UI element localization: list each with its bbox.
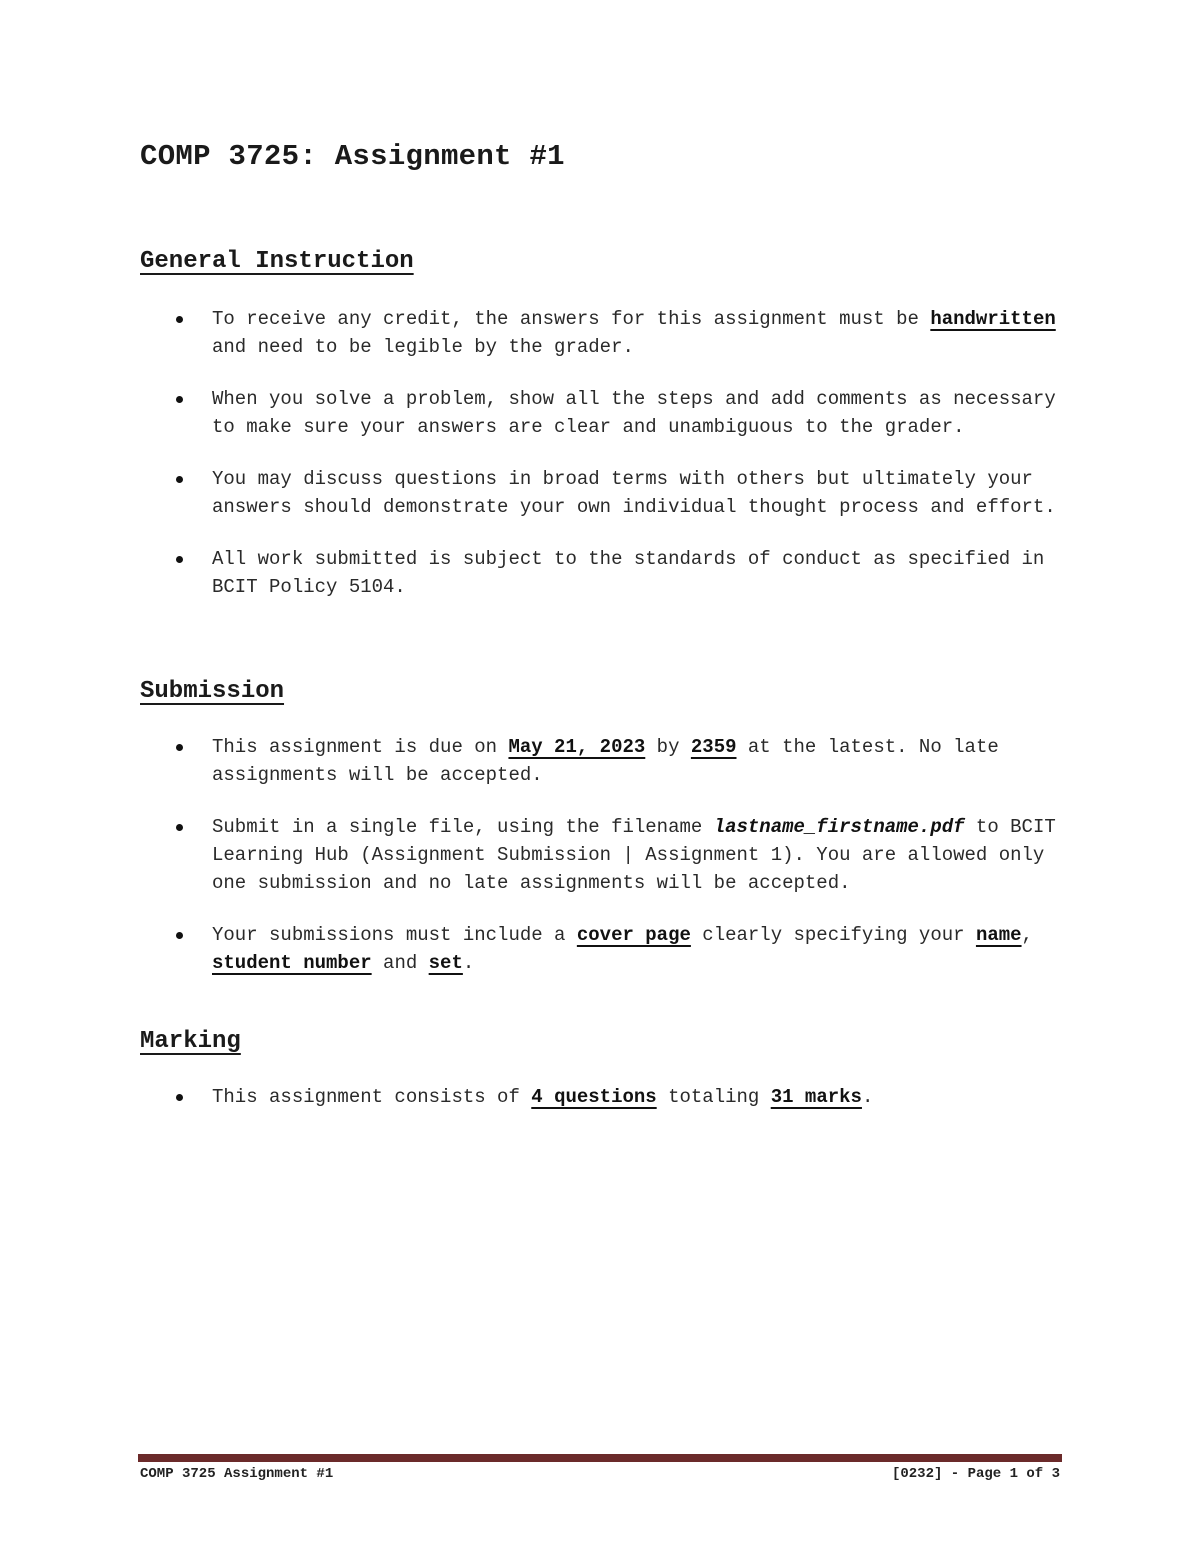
- list-item: You may discuss questions in broad terms with others but ultimately your answers should demonstrate your own individual thought process and effort.: [140, 465, 1070, 521]
- bullet-icon: [176, 396, 183, 403]
- list-item: Your submissions must include a cover page clearly specifying your name, student number and set.: [140, 921, 1070, 977]
- bullet-icon: [176, 932, 183, 939]
- page-title: COMP 3725: Assignment #1: [140, 140, 565, 173]
- footer-document-title: COMP 3725 Assignment #1: [140, 1466, 334, 1482]
- footer-page-number: [0232] - Page 1 of 3: [891, 1466, 1060, 1482]
- submission-section: [140, 678, 1070, 1001]
- due-time: 2359: [690, 736, 737, 758]
- general-instruction-section: [140, 248, 1070, 625]
- submission-heading: Submission: [140, 678, 285, 705]
- bullet-icon: [176, 744, 183, 751]
- bullet-icon: [176, 316, 183, 323]
- submission-list: [140, 733, 1070, 977]
- general-instruction-heading: General Instruction: [140, 248, 414, 275]
- bullet-icon: [176, 556, 183, 563]
- list-item: When you solve a problem, show all the steps and add comments as necessary to make sure your answers are clear and unambiguous to the grader.: [140, 385, 1070, 441]
- cover-page-emphasis: cover page: [576, 924, 691, 946]
- bullet-icon: [176, 1094, 183, 1101]
- name-emphasis: name: [975, 924, 1022, 946]
- list-item: Submit in a single file, using the filename lastname_firstname.pdf to BCIT Learning Hub (Assignment Submission | Assignment 1). You are allowed only one submission and no late assignments will be accepted.: [140, 813, 1070, 897]
- student-number-emphasis: student number: [212, 952, 372, 974]
- set-emphasis: set: [428, 952, 463, 974]
- marking-heading: Marking: [140, 1028, 241, 1055]
- marking-section: [140, 1028, 1070, 1135]
- questions-count: 4 questions: [531, 1086, 657, 1108]
- marking-list: [140, 1083, 1070, 1111]
- footer-rule: [138, 1454, 1062, 1462]
- bullet-icon: [176, 824, 183, 831]
- bullet-icon: [176, 476, 183, 483]
- list-item: To receive any credit, the answers for this assignment must be handwritten and need to be legible by the grader.: [140, 305, 1070, 361]
- list-item: This assignment consists of 4 questions totaling 31 marks.: [140, 1083, 1070, 1111]
- due-date: May 21, 2023: [508, 736, 646, 758]
- handwritten-emphasis: handwritten: [930, 308, 1056, 330]
- list-item: This assignment is due on May 21, 2023 by 2359 at the latest. No late assignments will be accepted.: [140, 733, 1070, 789]
- filename: lastname_firstname.pdf: [713, 816, 965, 838]
- marks-total: 31 marks: [770, 1086, 862, 1108]
- list-item: All work submitted is subject to the standards of conduct as specified in BCIT Policy 5104.: [140, 545, 1070, 601]
- general-instruction-list: [140, 305, 1070, 601]
